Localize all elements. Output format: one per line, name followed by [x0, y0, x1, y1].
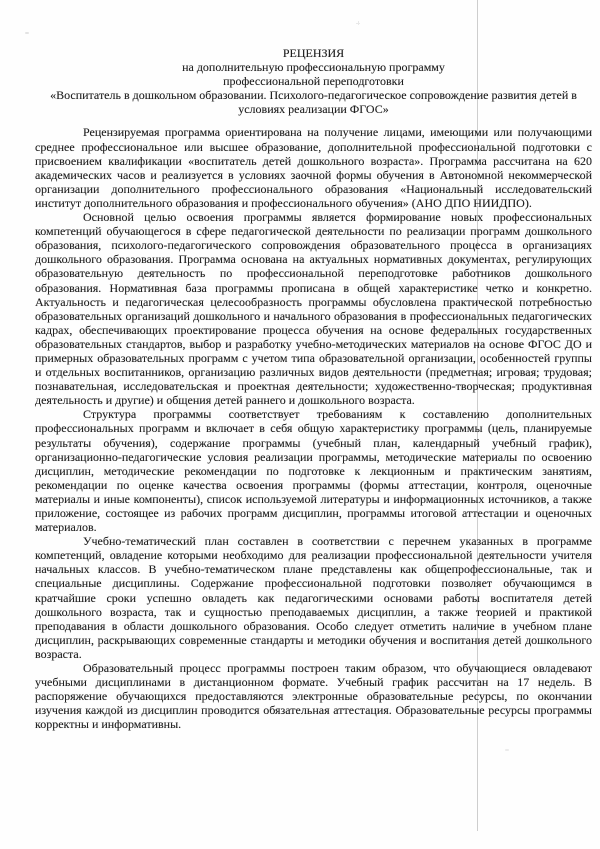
document-subtitle-line: на дополнительную профессиональную программу: [182, 60, 445, 75]
document-subtitle-line: профессиональной переподготовки: [223, 74, 404, 89]
scan-speck: [505, 749, 509, 751]
paragraph-program-structure: Структура программы соответствует требованиям к составлению дополнительных профессиональных программ и включает в себя общую характеристику программы (цель, планируемые результаты обучения), содержание программы (учебный план, календарный учебный график), организационно-педагогические условия реализации программы, методические материалы по освоению дисциплин, методические рекомендации по подготовке к лекционным и практическим занятиям, рекомендации по оценке качества освоения программы (формы аттестации, контроля, оценочные материалы и иные компоненты), список используемой литературы и информационных источников, а также приложение, состоящее из рабочих программ дисциплин, программы итоговой аттестации и оценочных материалов.: [35, 407, 592, 535]
scan-speck-cross: [356, 21, 360, 25]
scan-speck: [25, 32, 29, 34]
paragraph-educational-process: Образовательный процесс программы построен таким образом, что обучающиеся овладевают учебными дисциплинами в дистанционном формате. Учебный график рассчитан на 17 недель. В распоряжение обучающихся предоставляются электронные образовательные ресурсы, по окончании изучения каждой из дисциплин проводится обязательная аттестация. Образовательные ресурсы программы корректны и информативны.: [35, 661, 592, 732]
paragraph-curriculum-plan: Учебно-тематический план составлен в соответствии с перечнем указанных в программе компетенций, овладение которыми необходимо для реализации профессиональной деятельности учителя начальных классов. В учебно-тематическом плане представлены как общепрофессиональные, так и специальные дисциплины. Содержание профессиональной подготовки позволяет обучающимся в кратчайшие сроки успешно овладеть как педагогическими основами работы воспитателя детей дошкольного возраста, так и сущностью преподаваемых дисциплин, а также теорией и практикой преподавания в области дошкольного образования. Особо следует отметить наличие в учебном плане дисциплин, раскрывающих современные стандарты и методики обучения и воспитания детей дошкольного возраста.: [35, 534, 592, 661]
document-heading: [35, 46, 592, 116]
document-title: РЕЦЕНЗИЯ: [282, 46, 345, 60]
document-body: [35, 125, 592, 731]
paragraph-program-goal: Основной целью освоения программы является формирование новых профессиональных компетенций обучающегося в сфере педагогической деятельности по реализации программ дошкольного образования, психолого-педагогического сопровождения образовательного процесса в организациях дошкольного образования. Программа основана на актуальных нормативных документах, регулирующих образовательную деятельность по профессиональной переподготовке работников дошкольного образования. Нормативная база программы прописана в общей характеристике четко и конкретно. Актуальность и педагогическая целесообразность программы обусловлена практической потребностью образовательных организаций дошкольного и начального образования в профессиональных педагогических кадрах, обеспечивающих проектирование процесса обучения на основе федеральных государственных образовательных стандартов, выбор и разработку учебно-методических материалов на основе ФГОС ДО и примерных образовательных программ с учетом типа образовательной организации, особенностей группы и отдельных воспитанников, организацию различных видов деятельности (предметная; игровая; трудовая; познавательная, исследовательская и проектная деятельности; художественно-творческая; продуктивная деятельность и другие) и общения детей раннего и дошкольного возраста.: [35, 210, 592, 408]
document-content: [35, 46, 592, 732]
document-program-name: «Воспитатель в дошкольном образовании. Психолого-педагогическое сопровождение развития детей в условиях реализации ФГОС»: [50, 88, 577, 117]
paragraph-program-overview: Рецензируемая программа ориентирована на получение лицами, имеющими или получающими среднее профессиональное или высшее образование, дополнительной профессиональной подготовки с присвоением квалификации «воспитатель детей дошкольного возраста». Программа рассчитана на 620 академических часов и реализуется в условиях заочной формы обучения в Автономной некоммерческой организации дополнительного профессионального образования «Национальный исследовательский институт дополнительного образования и профессионального обучения» (АНО ДПО НИИДПО).: [35, 125, 592, 210]
